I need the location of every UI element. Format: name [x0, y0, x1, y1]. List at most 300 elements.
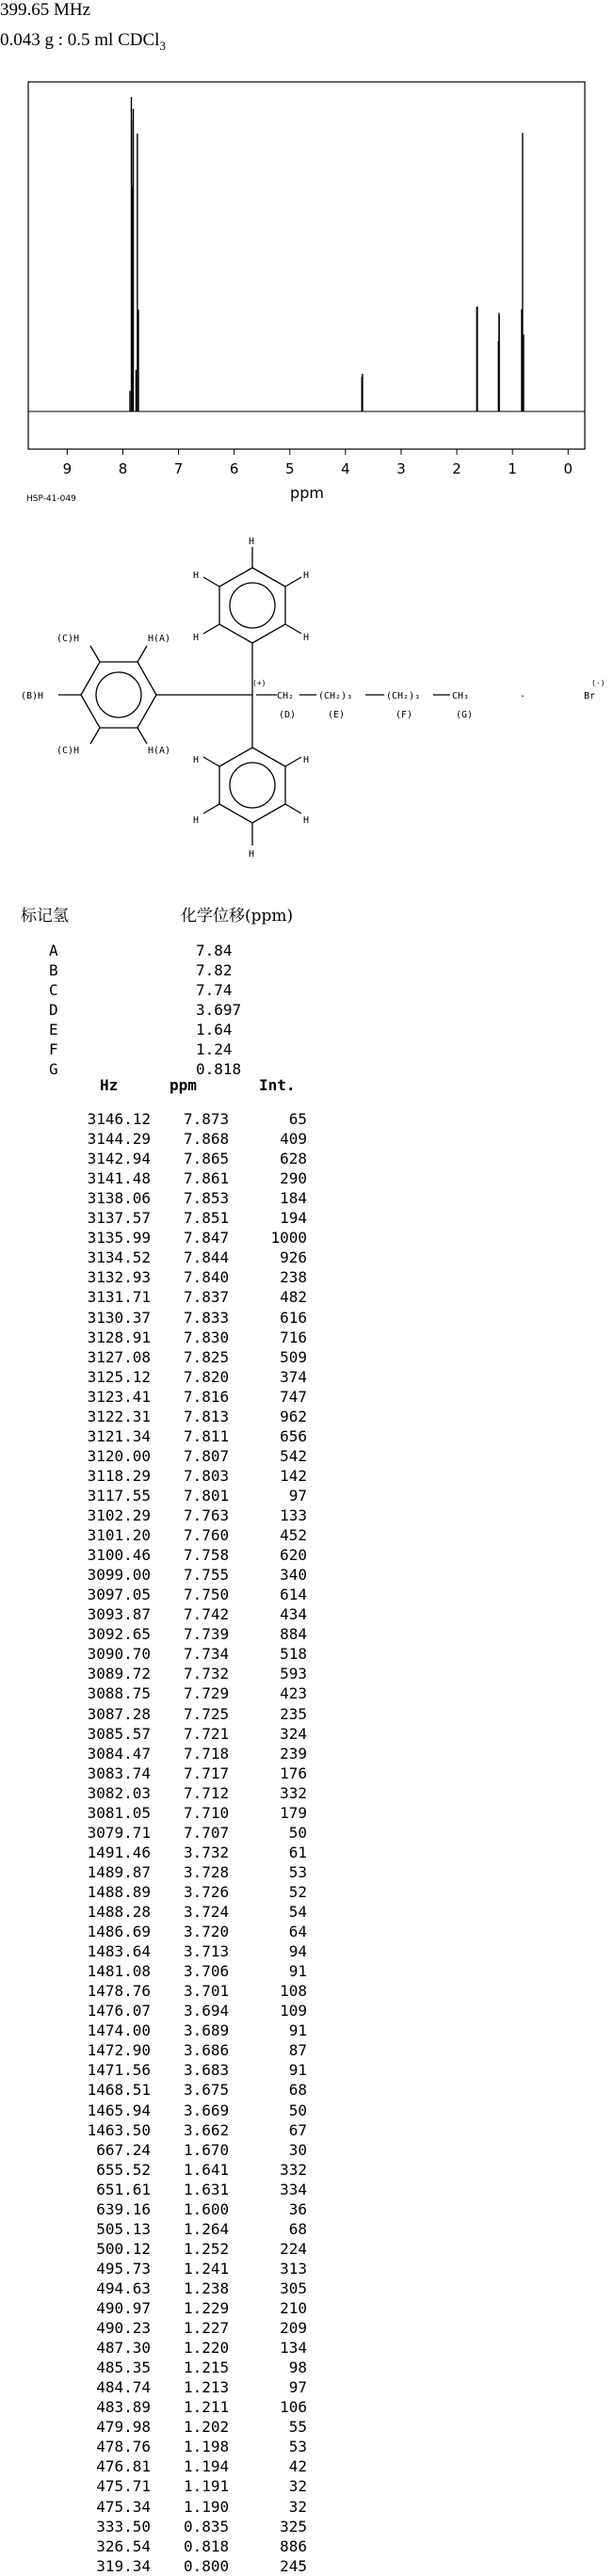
peak-ppm: 7.844	[184, 1248, 230, 1267]
peak-row	[0, 1824, 377, 1843]
peak-row	[0, 2141, 377, 2160]
peak-int: 54	[288, 1903, 307, 1921]
x-tick-label: 5	[284, 460, 295, 477]
peak-ppm: 7.820	[184, 1367, 230, 1386]
h-top-left: H	[193, 571, 200, 581]
shift-label: D	[49, 1001, 58, 1019]
peak-row	[0, 1923, 377, 1941]
peak-int: 614	[280, 1586, 307, 1604]
peak-int: 53	[288, 2438, 307, 2456]
peak-int: 224	[280, 2239, 307, 2258]
peak-int: 1000	[270, 1229, 307, 1248]
peak-ppm: 1.213	[184, 2378, 230, 2397]
peak-row	[0, 1288, 377, 1307]
peak-row	[0, 1487, 377, 1505]
peak-ppm: 3.726	[184, 1882, 230, 1901]
peak-hz: 1486.69	[87, 1923, 151, 1941]
peak-int: 884	[280, 1625, 307, 1644]
peak-ppm: 3.662	[184, 2120, 230, 2139]
spectrum-id: HSP-41-049	[26, 494, 76, 504]
peak-int: 61	[288, 1843, 307, 1861]
peak-row	[0, 1209, 377, 1228]
h-bottom: H	[249, 849, 255, 860]
peak-row	[0, 1566, 377, 1585]
peak-row	[0, 1605, 377, 1624]
peak-ppm: 1.241	[184, 2259, 230, 2278]
peak-row	[0, 1130, 377, 1149]
peak-row	[0, 1883, 377, 1902]
peak-hz: 1491.46	[87, 1843, 151, 1861]
peak-row	[0, 2081, 377, 2100]
peak-ppm: 1.227	[184, 2319, 230, 2338]
bh-label: (B)H	[21, 691, 44, 701]
peak-row	[0, 2477, 377, 2496]
peak-row	[0, 1745, 377, 1763]
peak-int: 452	[280, 1526, 307, 1545]
peak-hz: 1476.07	[87, 2002, 151, 2021]
peak-hz: 3117.55	[87, 1486, 151, 1505]
h-top-right: H	[303, 571, 310, 581]
peak-int: 176	[280, 1763, 307, 1782]
peak-hz: 3128.91	[87, 1328, 151, 1346]
peak-int: 747	[280, 1387, 307, 1406]
peak-hz: 3134.52	[87, 1248, 151, 1267]
peak-row	[0, 2021, 377, 2040]
peak-row	[0, 1506, 377, 1525]
peak-ppm: 7.742	[184, 1605, 230, 1624]
peak-ppm: 3.689	[184, 2021, 230, 2040]
shift-value: 0.818	[196, 1060, 242, 1078]
peak-int: 542	[280, 1446, 307, 1465]
peak-row	[0, 1309, 377, 1328]
peak-int: 616	[280, 1308, 307, 1327]
peak-int: 91	[288, 2061, 307, 2080]
peak-row	[0, 2557, 377, 2576]
peak-row	[0, 1328, 377, 1347]
peak-row	[0, 1467, 377, 1486]
peak-row	[0, 2378, 377, 2397]
peak-ppm: 7.825	[184, 1347, 230, 1366]
peak-hz: 667.24	[96, 2140, 151, 2159]
peak-ppm: 7.739	[184, 1625, 230, 1644]
peak-ppm: 7.868	[184, 1130, 230, 1149]
peak-hz: 3144.29	[87, 1130, 151, 1149]
peak-row	[0, 2041, 377, 2060]
peak-row	[0, 1526, 377, 1545]
peak-int: 332	[280, 2160, 307, 2179]
peak-hz: 1468.51	[87, 2081, 151, 2100]
peak-row	[0, 2438, 377, 2456]
peak-row	[0, 2220, 377, 2239]
peak-row	[0, 1427, 377, 1446]
peak-ppm: 7.837	[184, 1288, 230, 1307]
peak-hz: 639.16	[96, 2199, 151, 2218]
peak-int: 593	[280, 1665, 307, 1683]
peak-ppm: 7.710	[184, 1803, 230, 1822]
peak-ppm: 7.729	[184, 1684, 230, 1703]
peak-hz: 3137.57	[87, 1209, 151, 1228]
peak-hz: 1463.50	[87, 2120, 151, 2139]
peak-ppm: 7.847	[184, 1229, 230, 1248]
shift-table-header-shift: 化学位移(ppm)	[181, 907, 294, 926]
peak-ppm: 1.198	[184, 2438, 230, 2456]
peak-int: 42	[288, 2457, 307, 2476]
peak-row	[0, 1388, 377, 1407]
peak-row	[0, 1764, 377, 1783]
peak-int: 332	[280, 1783, 307, 1802]
chemical-structure	[0, 516, 614, 874]
peak-ppm: 7.833	[184, 1308, 230, 1327]
peak-row	[0, 2279, 377, 2298]
peak-row	[0, 2200, 377, 2219]
peak-ppm: 1.190	[184, 2497, 230, 2516]
label-g: (G)	[456, 710, 474, 720]
peak-hz: 3088.75	[87, 1684, 151, 1703]
peak-hz: 475.34	[96, 2497, 151, 2516]
peak-int: 374	[280, 1367, 307, 1386]
peak-ppm: 3.713	[184, 1942, 230, 1961]
peak-hz: 3093.87	[87, 1605, 151, 1624]
peak-header-ppm: ppm	[170, 1076, 197, 1094]
peak-hz: 333.50	[96, 2517, 151, 2536]
peak-ppm: 3.728	[184, 1862, 230, 1881]
peak-int: 409	[280, 1130, 307, 1149]
peak-int: 628	[280, 1150, 307, 1168]
peak-row	[0, 2398, 377, 2417]
peak-header-int: Int.	[259, 1076, 296, 1094]
peak-int: 239	[280, 1744, 307, 1763]
peak-hz: 3097.05	[87, 1586, 151, 1604]
peak-hz: 3125.12	[87, 1367, 151, 1386]
peak-int: 106	[280, 2398, 307, 2417]
peak-row	[0, 2418, 377, 2437]
peak-row	[0, 1962, 377, 1981]
peak-hz: 475.71	[96, 2477, 151, 2496]
peak-ppm: 1.211	[184, 2398, 230, 2417]
sample-subscript: 3	[159, 38, 166, 53]
peak-hz: 3102.29	[87, 1506, 151, 1524]
peak-ppm: 3.706	[184, 1962, 230, 1981]
peak-row	[0, 2339, 377, 2358]
peak-hz: 3092.65	[87, 1625, 151, 1644]
aromatic-circle-left	[96, 672, 141, 717]
peak-row	[0, 2002, 377, 2021]
peak-row	[0, 1546, 377, 1565]
peak-ppm: 3.724	[184, 1903, 230, 1921]
peak-ppm: 3.675	[184, 2081, 230, 2100]
peak-hz: 478.76	[96, 2438, 151, 2456]
peak-ppm: 7.813	[184, 1407, 230, 1425]
peak-row	[0, 1368, 377, 1387]
peak-int: 305	[280, 2278, 307, 2297]
h-left: H	[193, 633, 200, 643]
peak-row	[0, 1586, 377, 1604]
peak-hz: 1478.76	[87, 1982, 151, 2001]
peak-int: 886	[280, 2536, 307, 2555]
chain-ch3: CH₃	[452, 691, 470, 701]
peak-ppm: 7.732	[184, 1665, 230, 1683]
peak-int: 179	[280, 1803, 307, 1822]
peak-hz: 1465.94	[87, 2101, 151, 2119]
peak-hz: 3138.06	[87, 1189, 151, 1208]
x-axis-label: ppm	[290, 484, 324, 502]
peak-hz: 1483.64	[87, 1942, 151, 1961]
peak-int: 91	[288, 2021, 307, 2040]
peak-ppm: 3.732	[184, 1843, 230, 1861]
peak-hz: 1488.89	[87, 1882, 151, 1901]
peak-row	[0, 1268, 377, 1287]
peak-hz: 1472.90	[87, 2041, 151, 2060]
peak-hz: 3079.71	[87, 1823, 151, 1842]
peak-hz: 487.30	[96, 2339, 151, 2358]
peak-int: 134	[280, 2339, 307, 2358]
x-tick-label: 4	[341, 460, 350, 477]
peak-row	[0, 1229, 377, 1248]
peak-hz: 3089.72	[87, 1665, 151, 1683]
peak-ppm: 7.873	[184, 1110, 230, 1128]
peak-ppm: 1.220	[184, 2339, 230, 2358]
peak-hz: 1471.56	[87, 2061, 151, 2080]
peak-hz: 1474.00	[87, 2021, 151, 2040]
x-tick-label: 2	[452, 460, 461, 477]
shift-label: E	[49, 1021, 58, 1038]
peak-ppm: 7.865	[184, 1150, 230, 1168]
peak-ppm: 1.641	[184, 2160, 230, 2179]
peak-int: 340	[280, 1566, 307, 1585]
peak-row	[0, 2359, 377, 2377]
peak-row	[0, 1248, 377, 1267]
peak-ppm: 1.264	[184, 2219, 230, 2238]
sample-concentration	[0, 30, 166, 54]
peak-ppm: 0.800	[184, 2556, 230, 2575]
peak-int: 324	[280, 1724, 307, 1743]
peak-int: 194	[280, 1209, 307, 1228]
peak-int: 482	[280, 1288, 307, 1307]
peak-row	[0, 1784, 377, 1803]
peak-ppm: 7.712	[184, 1783, 230, 1802]
peak-int: 235	[280, 1704, 307, 1723]
peak-hz: 479.98	[96, 2418, 151, 2437]
peak-row	[0, 2061, 377, 2080]
peak-row	[0, 2101, 377, 2120]
peak-ppm: 7.718	[184, 1744, 230, 1763]
peak-ppm: 3.669	[184, 2101, 230, 2119]
peak-ppm: 7.840	[184, 1268, 230, 1287]
chain-f: (CH₂)₃	[386, 691, 421, 701]
peak-row	[0, 1863, 377, 1882]
shift-table-header-label: 标记氢	[21, 907, 69, 926]
peak-row	[0, 1645, 377, 1664]
peak-hz: 3132.93	[87, 1268, 151, 1287]
peak-row	[0, 1942, 377, 1961]
peak-int: 55	[288, 2418, 307, 2437]
shift-label: G	[49, 1060, 58, 1078]
peak-hz: 3135.99	[87, 1229, 151, 1248]
peak-hz: 3083.74	[87, 1763, 151, 1782]
chain-e: (CH₂)₃	[318, 691, 353, 701]
shift-label: A	[49, 942, 58, 959]
peak-int: 434	[280, 1605, 307, 1624]
peak-hz: 651.61	[96, 2180, 151, 2198]
peak-hz: 3120.00	[87, 1446, 151, 1465]
peak-row	[0, 1982, 377, 2001]
peak-ppm: 7.760	[184, 1526, 230, 1545]
peak-int: 68	[288, 2081, 307, 2100]
peak-hz: 483.89	[96, 2398, 151, 2417]
spectrometer-frequency: 399.65 MHz	[0, 0, 91, 20]
peak-int: 238	[280, 1268, 307, 1287]
peak-ppm: 1.215	[184, 2359, 230, 2377]
peak-ppm: 0.835	[184, 2517, 230, 2536]
peak-ppm: 3.720	[184, 1923, 230, 1941]
peak-int: 620	[280, 1546, 307, 1565]
x-tick-label: 1	[508, 460, 517, 477]
peak-row	[0, 2498, 377, 2517]
peak-hz: 3100.46	[87, 1546, 151, 1565]
peak-hz: 3101.20	[87, 1526, 151, 1545]
peak-int: 30	[288, 2140, 307, 2159]
peak-int: 142	[280, 1466, 307, 1485]
nmr-spectrum-chart	[0, 71, 614, 513]
peak-ppm: 1.191	[184, 2477, 230, 2496]
peak-row	[0, 2181, 377, 2199]
peak-hz: 3081.05	[87, 1803, 151, 1822]
peak-hz: 490.23	[96, 2319, 151, 2338]
peak-ppm: 1.631	[184, 2180, 230, 2198]
h-right: H	[303, 633, 310, 643]
peak-row	[0, 2457, 377, 2476]
h-top: H	[249, 537, 255, 547]
peak-row	[0, 1684, 377, 1703]
shift-value: 3.697	[196, 1001, 242, 1019]
aromatic-circle-bottom	[230, 763, 275, 808]
peak-ppm: 1.202	[184, 2418, 230, 2437]
peak-hz: 3130.37	[87, 1308, 151, 1327]
peak-ppm: 1.238	[184, 2278, 230, 2297]
peak-hz: 3127.08	[87, 1347, 151, 1366]
peak-hz: 3131.71	[87, 1288, 151, 1307]
peak-ppm: 1.670	[184, 2140, 230, 2159]
peak-row	[0, 1804, 377, 1823]
peak-row	[0, 2299, 377, 2318]
peak-hz: 3082.03	[87, 1783, 151, 1802]
peak-row	[0, 1110, 377, 1129]
peak-row	[0, 1705, 377, 1724]
chain-ch2: CH₂	[277, 691, 295, 701]
peak-int: 509	[280, 1347, 307, 1366]
peak-int: 36	[288, 2199, 307, 2218]
peak-hz: 494.63	[96, 2278, 151, 2297]
peak-int: 52	[288, 1882, 307, 1901]
peak-ppm: 3.683	[184, 2061, 230, 2080]
peak-ppm: 7.853	[184, 1189, 230, 1208]
peak-hz: 505.13	[96, 2219, 151, 2238]
peak-ppm: 7.734	[184, 1645, 230, 1664]
peak-ppm: 7.801	[184, 1486, 230, 1505]
peak-hz: 500.12	[96, 2239, 151, 2258]
peak-hz: 490.97	[96, 2299, 151, 2317]
peak-row	[0, 1447, 377, 1466]
peak-int: 64	[288, 1923, 307, 1941]
sample-text: 0.043 g : 0.5 ml CDCl	[0, 30, 160, 50]
peak-int: 245	[280, 2556, 307, 2575]
label-f: (F)	[396, 710, 413, 720]
peak-int: 133	[280, 1506, 307, 1524]
label-e: (E)	[328, 710, 346, 720]
peak-int: 656	[280, 1426, 307, 1445]
peak-hz: 3118.29	[87, 1466, 151, 1485]
peak-ppm: 3.694	[184, 2002, 230, 2021]
peak-int: 65	[288, 1110, 307, 1128]
peak-int: 32	[288, 2477, 307, 2496]
peak-ppm: 7.750	[184, 1586, 230, 1604]
peak-int: 98	[288, 2359, 307, 2377]
h-bottom-left2: H	[193, 815, 200, 826]
peak-row	[0, 1665, 377, 1683]
peak-hz: 484.74	[96, 2378, 151, 2397]
peak-ppm: 7.851	[184, 1209, 230, 1228]
peak-hz: 3084.47	[87, 1744, 151, 1763]
shift-value: 7.74	[196, 981, 233, 999]
peak-hz: 655.52	[96, 2160, 151, 2179]
peak-hz: 3123.41	[87, 1387, 151, 1406]
peak-ppm: 3.686	[184, 2041, 230, 2060]
peak-ppm: 7.861	[184, 1169, 230, 1188]
peak-row	[0, 1725, 377, 1744]
peak-row	[0, 1625, 377, 1644]
shift-label: C	[49, 981, 58, 999]
bromide-charge: (-)	[591, 679, 606, 687]
peak-hz: 3141.48	[87, 1169, 151, 1188]
peak-row	[0, 1348, 377, 1367]
peak-row	[0, 2319, 377, 2338]
peak-int: 518	[280, 1645, 307, 1664]
peak-ppm: 1.600	[184, 2199, 230, 2218]
peak-hz: 1481.08	[87, 1962, 151, 1981]
peak-ppm: 7.816	[184, 1387, 230, 1406]
peak-hz: 3121.34	[87, 1426, 151, 1445]
peak-hz: 3087.28	[87, 1704, 151, 1723]
ha-label-top: H(A)	[148, 634, 171, 644]
peak-int: 334	[280, 2180, 307, 2198]
peak-ppm: 1.229	[184, 2299, 230, 2317]
peak-int: 50	[288, 2101, 307, 2119]
peak-row	[0, 1903, 377, 1922]
peak-int: 97	[288, 1486, 307, 1505]
peak-int: 210	[280, 2299, 307, 2317]
peak-int: 91	[288, 1962, 307, 1981]
x-tick-label: 8	[118, 460, 128, 477]
peak-hz: 3085.57	[87, 1724, 151, 1743]
peak-row	[0, 1189, 377, 1208]
peak-ppm: 3.701	[184, 1982, 230, 2001]
peak-ppm: 0.818	[184, 2536, 230, 2555]
peak-row	[0, 2537, 377, 2556]
peak-header-hz: Hz	[100, 1076, 119, 1094]
peak-ppm: 7.755	[184, 1566, 230, 1585]
peak-ppm: 7.830	[184, 1328, 230, 1346]
peak-hz: 1489.87	[87, 1862, 151, 1881]
peak-hz: 3099.00	[87, 1566, 151, 1585]
peak-hz: 485.35	[96, 2359, 151, 2377]
peak-int: 32	[288, 2497, 307, 2516]
bromide: Br	[584, 691, 596, 701]
x-tick-label: 0	[563, 460, 574, 477]
peak-ppm: 7.725	[184, 1704, 230, 1723]
peak-int: 184	[280, 1189, 307, 1208]
peak-int: 716	[280, 1328, 307, 1346]
aromatic-circle-top	[230, 583, 275, 628]
